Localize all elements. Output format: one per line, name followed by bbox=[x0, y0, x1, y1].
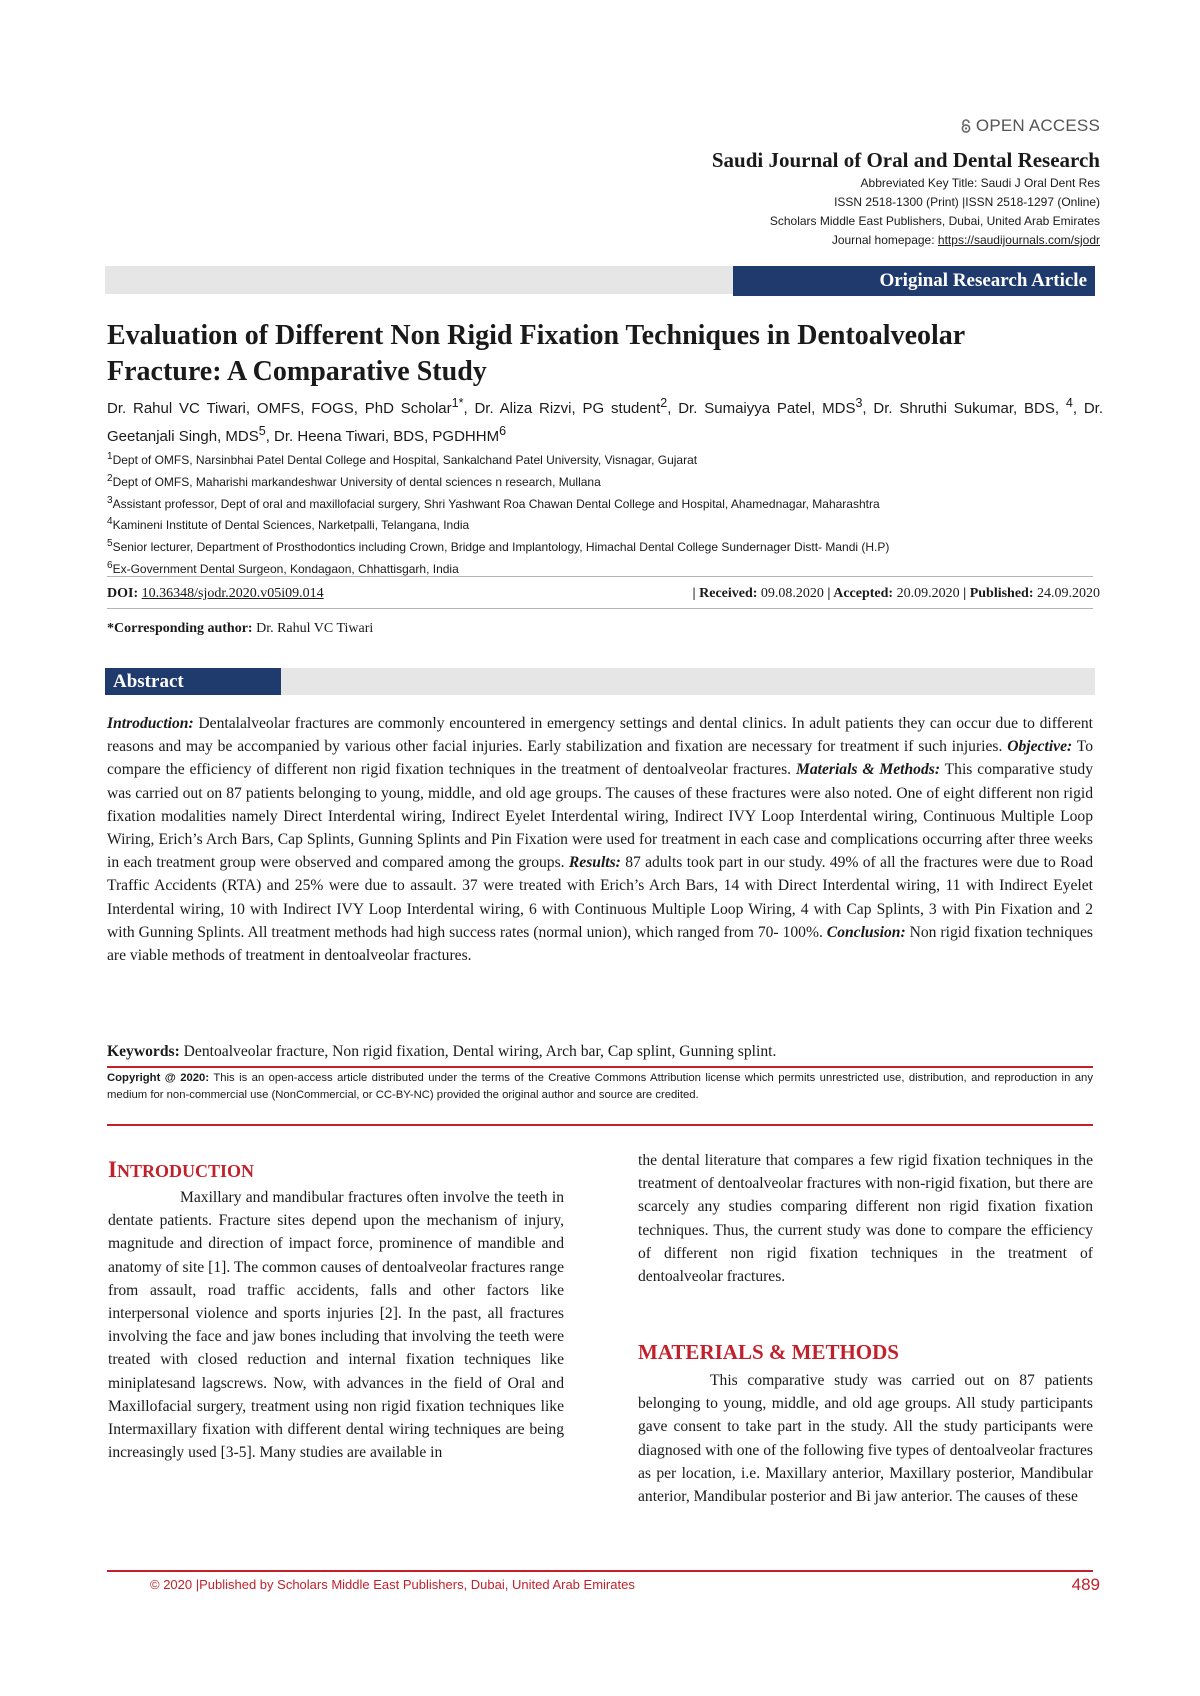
keywords: Keywords: Dentoalveolar fracture, Non rigid fixation, Dental wiring, Arch bar, Cap splint, Gunning splint. bbox=[107, 1043, 777, 1060]
journal-publisher: Scholars Middle East Publishers, Dubai, United Arab Emirates bbox=[769, 214, 1100, 228]
divider bbox=[107, 1124, 1093, 1126]
homepage-link[interactable]: https://saudijournals.com/sjodr bbox=[937, 233, 1100, 247]
divider bbox=[107, 608, 1093, 609]
journal-homepage bbox=[832, 233, 1100, 247]
page-number: 489 bbox=[1071, 1575, 1100, 1594]
journal-issn: ISSN 2518-1300 (Print) |ISSN 2518-1297 (Online) bbox=[834, 195, 1100, 209]
author-4: , Dr. Shruthi Sukumar, BDS, bbox=[862, 400, 1066, 417]
publication-dates: | Received: 09.08.2020 | Accepted: 20.09.2020 | Published: 24.09.2020 bbox=[692, 586, 1100, 601]
author-6: , Dr. Heena Tiwari, BDS, PGDHHM bbox=[265, 428, 500, 445]
open-access-badge bbox=[960, 116, 1100, 136]
divider bbox=[107, 1066, 1093, 1068]
introduction-heading: INTRODUCTION bbox=[108, 1157, 254, 1182]
doi-line bbox=[107, 586, 324, 602]
affiliation-item: $^1$Dept of OMFS, Narsinbhai Patel Dental College and Hospital, Sankalchand Patel University, Visnagar, Gujarat bbox=[107, 451, 698, 467]
introduction-paragraph: Maxillary and mandibular fractures often involve the teeth in dentate patients. Fracture sites depend upon the mechanism of injury, magnitude and direction of impact force, prominence of mandible and anatomy of site [1]. The common causes of dentoalveolar fractures range from assault, road traffic accidents, falls and other factors like interpersonal violence and sports injuries [2]. In the past, all fractures involving the face and jaw bones including that involving the teeth were treated with closed reduction and internal fixation techniques like miniplatesand lagscrews. Now, with advances in the field of Oral and Maxillofacial surgery, treatment using non rigid fixation techniques like Intermaxillary fixation with different dental wiring techniques are being increasingly used [3-5]. Many studies are available in bbox=[108, 1189, 564, 1462]
journal-title: Saudi Journal of Oral and Dental Research bbox=[711, 148, 1100, 172]
affiliation-item: $^2$Dept of OMFS, Maharishi markandeshwar University of dental sciences n research, Mullana bbox=[107, 472, 601, 489]
published-date: 24.09.2020 bbox=[1037, 586, 1100, 601]
footer-divider bbox=[107, 1570, 1093, 1572]
open-lock-icon bbox=[960, 118, 972, 132]
affiliation-item: $^4$Kamineni Institute of Dental Sciences, Narketpalli, Telangana, India bbox=[107, 516, 470, 533]
article-type-label: Original Research Article bbox=[733, 266, 1095, 296]
article-title bbox=[107, 318, 1103, 390]
title-line-1: Evaluation of Different Non Rigid Fixation Techniques in Dentoalveolar bbox=[107, 320, 966, 351]
open-access-label: OPEN ACCESS bbox=[975, 116, 1100, 135]
author-1: Dr. Rahul VC Tiwari, OMFS, FOGS, PhD Scholar bbox=[107, 400, 452, 417]
copyright-notice: Copyright @ 2020: This is an open-access article distributed under the terms of the Creative Commons Attribution license which permits unrestricted use, distribution, and reproduction in any medium for non-commercial use (NonCommercial, or CC-BY-NC) provided the original author and source are credited. bbox=[107, 1072, 1093, 1101]
journal-abbrev: Abbreviated Key Title: Saudi J Oral Dent Res bbox=[860, 176, 1100, 190]
author-list: Dr. Rahul VC Tiwari, OMFS, FOGS, PhD Scholar$^{1*}$, Dr. Aliza Rizvi, PG student$^2$, Dr. Sumaiyya Patel, MDS$^3$, Dr. Shruthi Sukumar, BDS, $^4$, Dr. Geetanjali Singh, MDS$^5$, Dr. Heena Tiwari, BDS, PGDHHM$^6$ bbox=[107, 396, 1103, 445]
methods-paragraph: This comparative study was carried out on 87 patients belonging to young, middle, and old age groups. All study participants gave consent to take part in the study. All the study participants were diagnosed with one of the following five types of dentoalveolar fractures as per location, i.e. Maxillary anterior, Maxillary posterior, Mandibular anterior, Mandibular posterior and Bi jaw anterior. The causes of these bbox=[638, 1372, 1093, 1506]
received-date: 09.08.2020 bbox=[760, 586, 824, 601]
author-2: , Dr. Aliza Rizvi, PG student bbox=[463, 400, 661, 417]
doi-link[interactable]: 10.36348/sjodr.2020.v05i09.014 bbox=[141, 586, 324, 601]
title-line-2: Fracture: A Comparative Study bbox=[107, 356, 487, 387]
abstract-text: Introduction: Dentalalveolar fractures are commonly encountered in emergency settings and dental clinics. In adult patients they can occur due to different reasons and may be accompanied by various other facial injuries. Early stabilization and fixation are necessary for treatment if such injuries. Objective: To compare the efficiency of different non rigid fixation techniques in the treatment of dentoalveolar fractures. Materials & Methods: This comparative study was carried out on 87 patients belonging to young, middle, and old age groups. The causes of these fractures were also noted. One of eight different non rigid fixation modalities namely Direct Interdental wiring, Indirect Eyelet Interdental wiring, Indirect IVY Loop Interdental wiring, Continuous Multiple Loop Wiring, Erich’s Arch Bars, Cap Splints, Gunning Splints and Pin Fixation were used for treatment in each case and complications occurring after three weeks in each treatment group were observed and compared among the groups. Results: 87 adults took part in our study. 49% of all the fractures were due to Road Traffic Accidents (RTA) and 25% were due to assault. 37 were treated with Erich’s Arch Bars, 14 with Direct Interdental wiring, 11 with Indirect Eyelet Interdental wiring, 10 with Indirect IVY Loop Interdental wiring, 6 with Continuous Multiple Loop Wiring, 4 with Cap Splints, 3 with Pin Fixation and 2 with Gunning Splints. All treatment methods had high success rates (normal union), which ranged from 70- 100%. Conclusion: Non rigid fixation techniques are viable methods of treatment in dentoalveolar fractures. bbox=[107, 715, 1094, 965]
author-3: , Dr. Sumaiyya Patel, MDS bbox=[667, 400, 856, 417]
affiliation-item: $^3$Assistant professor, Dept of oral and maxillofacial surgery, Shri Yashwant Roa Chawan Dental College and Hospital, Ahamednagar, Maharashtra bbox=[107, 494, 880, 511]
footer-publisher: © 2020 |Published by Scholars Middle East Publishers, Dubai, United Arab Emirates bbox=[150, 1577, 635, 1592]
methods-heading: MATERIALS & METHODS bbox=[638, 1340, 899, 1364]
affiliations bbox=[107, 448, 1103, 579]
affiliation-item: $^6$Ex-Government Dental Surgeon, Kondagaon, Chhattisgarh, India bbox=[107, 559, 459, 576]
accepted-date: 20.09.2020 bbox=[896, 586, 960, 601]
introduction-continued: the dental literature that compares a few rigid fixation techniques in the treatment of dentoalveolar fractures with non-rigid fixation, but there are scarcely any studies comparing different non rigid fixation fixation techniques. Thus, the current study was done to compare the efficiency of different non rigid fixation techniques in the treatment of dentoalveolar fractures. bbox=[638, 1152, 1093, 1286]
homepage-label: Journal homepage: bbox=[831, 233, 935, 247]
author-5: , Dr. Geetanjali Singh, MDS bbox=[107, 400, 1103, 445]
doi-label: DOI: bbox=[107, 586, 139, 601]
divider bbox=[107, 576, 1093, 577]
abstract-heading: Abstract bbox=[105, 668, 281, 695]
affiliation-item: $^5$Senior lecturer, Department of Prosthodontics including Crown, Bridge and Implantology, Himachal Dental College Sundernager Distt- Mandi (H.P) bbox=[107, 538, 890, 555]
corresponding-author: *Corresponding author: Dr. Rahul VC Tiwari bbox=[107, 621, 374, 636]
